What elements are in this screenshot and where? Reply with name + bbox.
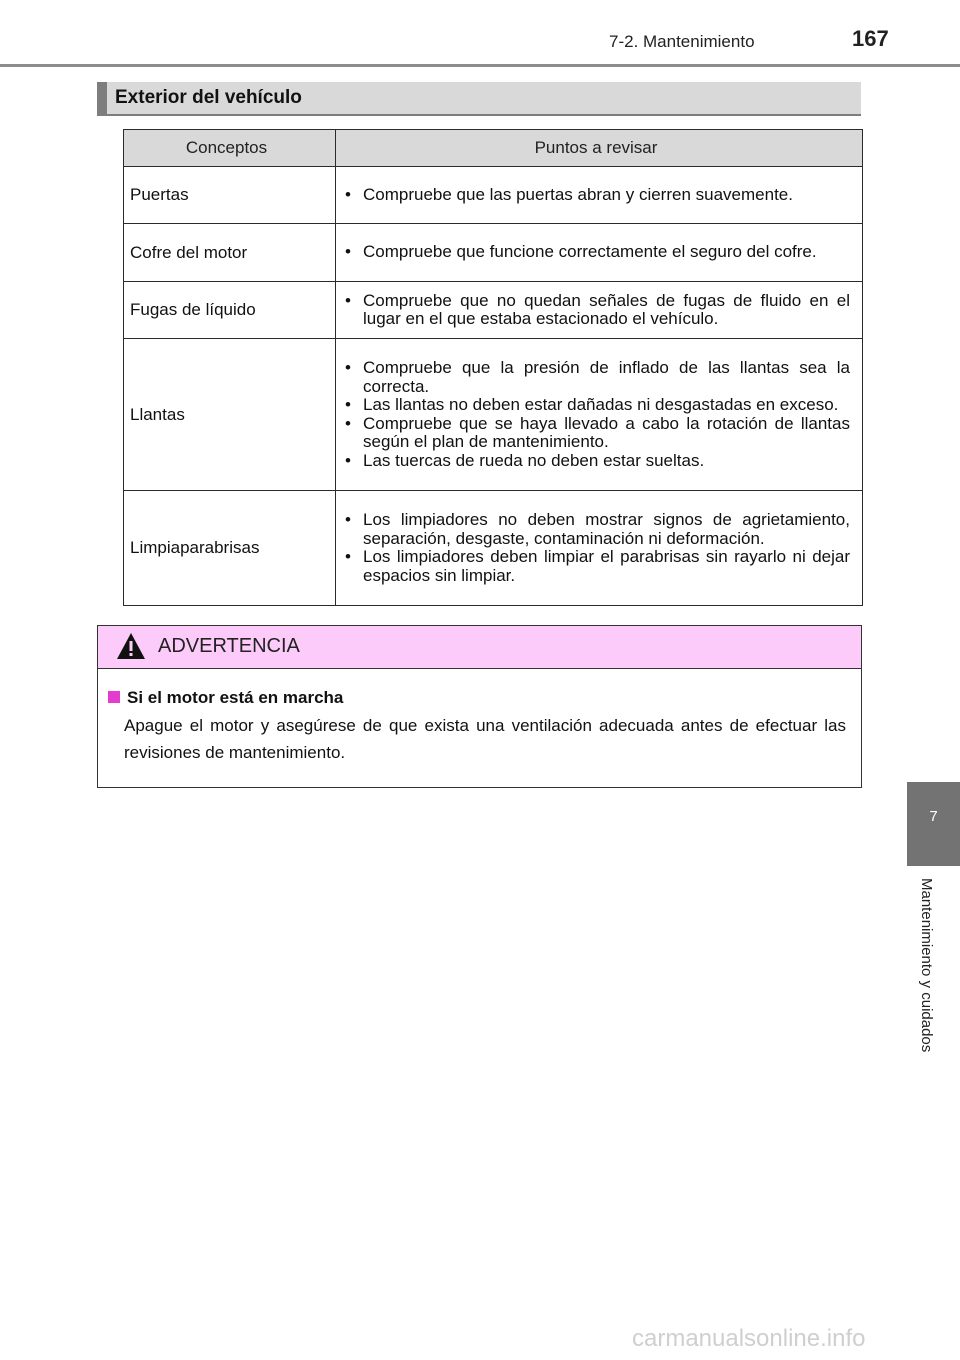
warning-box [97, 625, 862, 788]
concept-cell: Cofre del motor [124, 224, 336, 282]
chapter-title: Mantenimiento y cuidados [918, 878, 935, 1053]
check-point: • Las tuercas de rueda no deben estar sueltas. [342, 452, 850, 471]
warning-header [98, 626, 861, 669]
header-section-title: 7-2. Mantenimiento [609, 32, 755, 51]
check-point: • Compruebe que se haya llevado a cabo la rotación de llantas según el plan de mantenimiento. [342, 415, 850, 452]
page-number: 167 [852, 26, 889, 51]
table-row [124, 491, 863, 606]
check-point: • Los limpiadores deben limpiar el parabrisas sin rayarlo ni dejar espacios sin limpiar. [342, 548, 850, 585]
column-header-concepts: Conceptos [124, 130, 336, 167]
section-heading-text: Exterior del vehículo [115, 87, 302, 108]
points-cell [336, 282, 863, 339]
warning-triangle-icon [116, 632, 146, 660]
concept-cell: Puertas [124, 167, 336, 224]
table-row [124, 224, 863, 282]
table-row [124, 339, 863, 491]
column-header-points: Puntos a revisar [336, 130, 863, 167]
points-cell [336, 339, 863, 491]
header-rule [0, 64, 960, 67]
concept-cell: Limpiaparabrisas [124, 491, 336, 606]
points-cell [336, 491, 863, 606]
inspection-table [123, 129, 863, 606]
chapter-number: 7 [929, 808, 938, 825]
warning-text: Apague el motor y asegúrese de que exista una ventilación adecuada antes de efectuar las revisiones de mantenimiento. [124, 716, 846, 762]
check-point: • Las llantas no deben estar dañadas ni desgastadas en exceso. [342, 396, 850, 415]
table-row [124, 167, 863, 224]
warning-subtitle [108, 688, 343, 708]
check-point: • Compruebe que las puertas abran y cierren suavemente. [342, 186, 850, 205]
table-header-row [124, 130, 863, 167]
points-cell [336, 224, 863, 282]
chapter-tab [907, 782, 960, 866]
points-cell [336, 167, 863, 224]
check-point: • Compruebe que no quedan señales de fugas de fluido en el lugar en el que estaba estacionado el vehículo. [342, 292, 850, 329]
concept-cell: Fugas de líquido [124, 282, 336, 339]
watermark: carmanualsonline.info [632, 1325, 866, 1352]
check-point: • Los limpiadores no deben mostrar signos de agrietamiento, separación, desgaste, contaminación ni deformación. [342, 511, 850, 548]
table-row [124, 282, 863, 339]
check-point: • Compruebe que funcione correctamente el seguro del cofre. [342, 243, 850, 262]
check-point: • Compruebe que la presión de inflado de las llantas sea la correcta. [342, 359, 850, 396]
section-heading [97, 82, 861, 116]
warning-title: ADVERTENCIA [158, 635, 300, 657]
warning-subtitle-text: Si el motor está en marcha [127, 688, 344, 707]
square-bullet-icon [108, 691, 120, 703]
concept-cell: Llantas [124, 339, 336, 491]
